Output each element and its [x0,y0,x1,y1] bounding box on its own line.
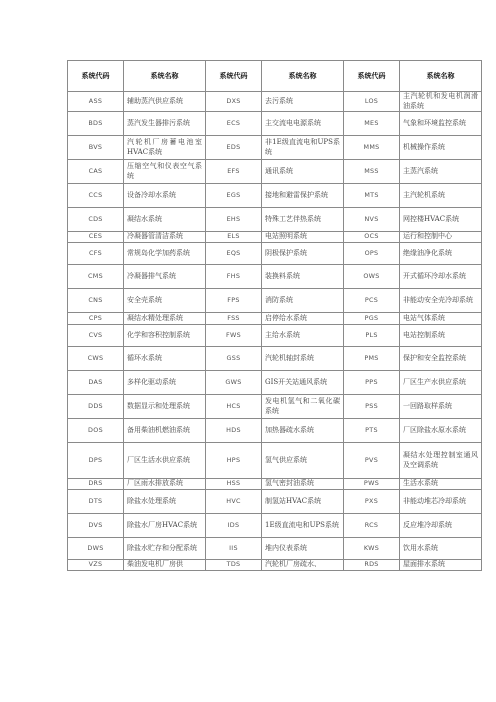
table-row [68,479,482,490]
system-code-cell: CVS [68,325,124,347]
system-code-cell: CNS [68,289,124,313]
system-code-cell: HDS [206,419,262,443]
system-name-cell: 柴油发电机厂房供 [124,560,206,571]
system-code-cell: LOS [344,92,400,112]
table-row [68,289,482,313]
system-name-cell: 一回路取样系统 [400,395,482,419]
system-code-cell: PLS [344,325,400,347]
table-header-row [68,61,482,92]
system-code-cell: CMS [68,265,124,289]
system-code-cell: HCS [206,395,262,419]
system-name-cell: 电站照明系统 [262,232,344,243]
system-code-cell: GSS [206,347,262,371]
table-row [68,490,482,514]
system-code-cell: DVS [68,514,124,538]
table-body [68,92,482,571]
system-name-cell: 循环水系统 [124,347,206,371]
table-row [68,313,482,325]
system-code-cell: PSS [344,395,400,419]
system-code-cell: EFS [206,160,262,184]
header-system-code: 系统代码 [68,61,124,92]
system-code-cell: MSS [344,160,400,184]
system-name-cell: 压缩空气和仪表空气系统 [124,160,206,184]
system-name-cell: 气象和环境监控系统 [400,112,482,136]
system-name-cell: 反应堆冷却系统 [400,514,482,538]
system-name-cell: 蒸汽发生器排污系统 [124,112,206,136]
system-name-cell: 冷凝器管清洁系统 [124,232,206,243]
system-name-cell: 屋面排水系统 [400,560,482,571]
system-code-cell: ASS [68,92,124,112]
system-code-cell: TDS [206,560,262,571]
system-code-cell: VZS [68,560,124,571]
system-name-cell: 凝结水处理控制室通风及空调系统 [400,443,482,479]
system-code-cell: BDS [68,112,124,136]
header-system-name: 系统名称 [262,61,344,92]
table-row [68,265,482,289]
system-code-cell: CAS [68,160,124,184]
system-name-cell: 凝结水系统 [124,208,206,232]
system-name-cell: 主蒸汽系统 [400,160,482,184]
system-name-cell: 辅助蒸汽供应系统 [124,92,206,112]
table-row [68,92,482,112]
system-name-cell: 电站气体系统 [400,313,482,325]
table-row [68,419,482,443]
system-name-cell: 通讯系统 [262,160,344,184]
system-name-cell: 冷凝器排气系统 [124,265,206,289]
table-row [68,514,482,538]
system-name-cell: 发电机氢气和二氧化碳系统 [262,395,344,419]
system-name-cell: 特殊工艺伴热系统 [262,208,344,232]
table-row [68,160,482,184]
system-name-cell: 非1E级直流电和UPS系统 [262,136,344,160]
system-code-cell: ELS [206,232,262,243]
system-name-cell: 除盐水厂房HVAC系统 [124,514,206,538]
system-name-cell: 网控楼HVAC系统 [400,208,482,232]
system-name-cell: 消防系统 [262,289,344,313]
table-row [68,325,482,347]
system-name-cell: 非能动安全壳冷却系统 [400,289,482,313]
system-code-cell: EGS [206,184,262,208]
system-code-cell: MMS [344,136,400,160]
system-name-cell: 生活水系统 [400,479,482,490]
system-code-cell: GWS [206,371,262,395]
system-code-cell: OWS [344,265,400,289]
table-row [68,347,482,371]
system-name-cell: 厂区生产水供应系统 [400,371,482,395]
system-code-cell: RCS [344,514,400,538]
system-code-cell: EQS [206,243,262,265]
system-name-cell: 装换料系统 [262,265,344,289]
system-name-cell: 1E级直流电和UPS系统 [262,514,344,538]
system-code-cell: BVS [68,136,124,160]
header-system-name: 系统名称 [124,61,206,92]
system-code-cell: OPS [344,243,400,265]
system-name-cell: 安全壳系统 [124,289,206,313]
system-name-cell: 数据显示和处理系统 [124,395,206,419]
table-row [68,184,482,208]
system-code-cell: PTS [344,419,400,443]
system-name-cell: 启停给水系统 [262,313,344,325]
system-name-cell: 主给水系统 [262,325,344,347]
system-code-cell: HSS [206,479,262,490]
system-code-table [67,60,482,571]
system-code-table-page [67,60,478,571]
system-name-cell: 主汽轮机系统 [400,184,482,208]
system-name-cell: 除盐水贮存和分配系统 [124,538,206,560]
system-name-cell: 开式循环冷却水系统 [400,265,482,289]
system-name-cell: 厂区雨水排放系统 [124,479,206,490]
system-name-cell: 氢气密封油系统 [262,479,344,490]
system-name-cell: 汽轮机厂房蓄电池室HVAC系统 [124,136,206,160]
system-code-cell: CDS [68,208,124,232]
system-code-cell: PPS [344,371,400,395]
system-code-cell: NVS [344,208,400,232]
system-name-cell: 凝结水精处理系统 [124,313,206,325]
system-name-cell: 汽轮机厂房疏水、 [262,560,344,571]
system-code-cell: PMS [344,347,400,371]
system-name-cell: 去污系统 [262,92,344,112]
system-code-cell: DWS [68,538,124,560]
system-name-cell: 主汽轮机和发电机润滑油系统 [400,92,482,112]
system-code-cell: PCS [344,289,400,313]
system-code-cell: CPS [68,313,124,325]
table-row [68,395,482,419]
table-row [68,208,482,232]
system-code-cell: DPS [68,443,124,479]
system-name-cell: 堆内仪表系统 [262,538,344,560]
system-name-cell: 汽轮机轴封系统 [262,347,344,371]
system-name-cell: 绝缘油净化系统 [400,243,482,265]
system-code-cell: DAS [68,371,124,395]
system-code-cell: FSS [206,313,262,325]
system-code-cell: PVS [344,443,400,479]
system-code-cell: EDS [206,136,262,160]
system-code-cell: HVC [206,490,262,514]
system-code-cell: DXS [206,92,262,112]
system-name-cell: 备用柴油机燃油系统 [124,419,206,443]
table-row [68,443,482,479]
table-row [68,371,482,395]
system-code-cell: DRS [68,479,124,490]
system-name-cell: 厂区除盐水原水系统 [400,419,482,443]
system-name-cell: 饮用水系统 [400,538,482,560]
table-row [68,560,482,571]
system-name-cell: 除盐水处理系统 [124,490,206,514]
system-code-cell: PGS [344,313,400,325]
system-code-cell: FPS [206,289,262,313]
system-code-cell: DTS [68,490,124,514]
system-code-cell: CWS [68,347,124,371]
system-name-cell: 多样化驱动系统 [124,371,206,395]
table-row [68,232,482,243]
system-code-cell: EHS [206,208,262,232]
system-code-cell: PWS [344,479,400,490]
system-name-cell: 常规岛化学加药系统 [124,243,206,265]
system-name-cell: 机械操作系统 [400,136,482,160]
system-name-cell: 制氢站HVAC系统 [262,490,344,514]
header-system-code: 系统代码 [206,61,262,92]
system-code-cell: DOS [68,419,124,443]
table-row [68,136,482,160]
system-name-cell: 电站控制系统 [400,325,482,347]
system-code-cell: FHS [206,265,262,289]
system-code-cell: IDS [206,514,262,538]
system-code-cell: MES [344,112,400,136]
system-name-cell: 设备冷却水系统 [124,184,206,208]
system-name-cell: 主交流电电源系统 [262,112,344,136]
system-code-cell: FWS [206,325,262,347]
system-name-cell: 厂区生活水供应系统 [124,443,206,479]
system-code-cell: CCS [68,184,124,208]
system-code-cell: CES [68,232,124,243]
system-code-cell: DDS [68,395,124,419]
system-name-cell: 化学和容积控制系统 [124,325,206,347]
system-code-cell: CFS [68,243,124,265]
header-system-name: 系统名称 [400,61,482,92]
system-code-cell: RDS [344,560,400,571]
table-row [68,538,482,560]
system-name-cell: 运行和控制中心 [400,232,482,243]
system-name-cell: 保护和安全监控系统 [400,347,482,371]
table-row [68,243,482,265]
header-system-code: 系统代码 [344,61,400,92]
system-code-cell: PXS [344,490,400,514]
system-name-cell: 氢气供应系统 [262,443,344,479]
system-code-cell: ECS [206,112,262,136]
table-row [68,112,482,136]
system-code-cell: KWS [344,538,400,560]
system-code-cell: MTS [344,184,400,208]
system-name-cell: 接地和避雷保护系统 [262,184,344,208]
system-code-cell: OCS [344,232,400,243]
system-code-cell: HPS [206,443,262,479]
system-name-cell: GIS开关站通风系统 [262,371,344,395]
system-name-cell: 非能动堆芯冷却系统 [400,490,482,514]
system-code-cell: IIS [206,538,262,560]
system-name-cell: 阴极保护系统 [262,243,344,265]
system-name-cell: 加热器疏水系统 [262,419,344,443]
